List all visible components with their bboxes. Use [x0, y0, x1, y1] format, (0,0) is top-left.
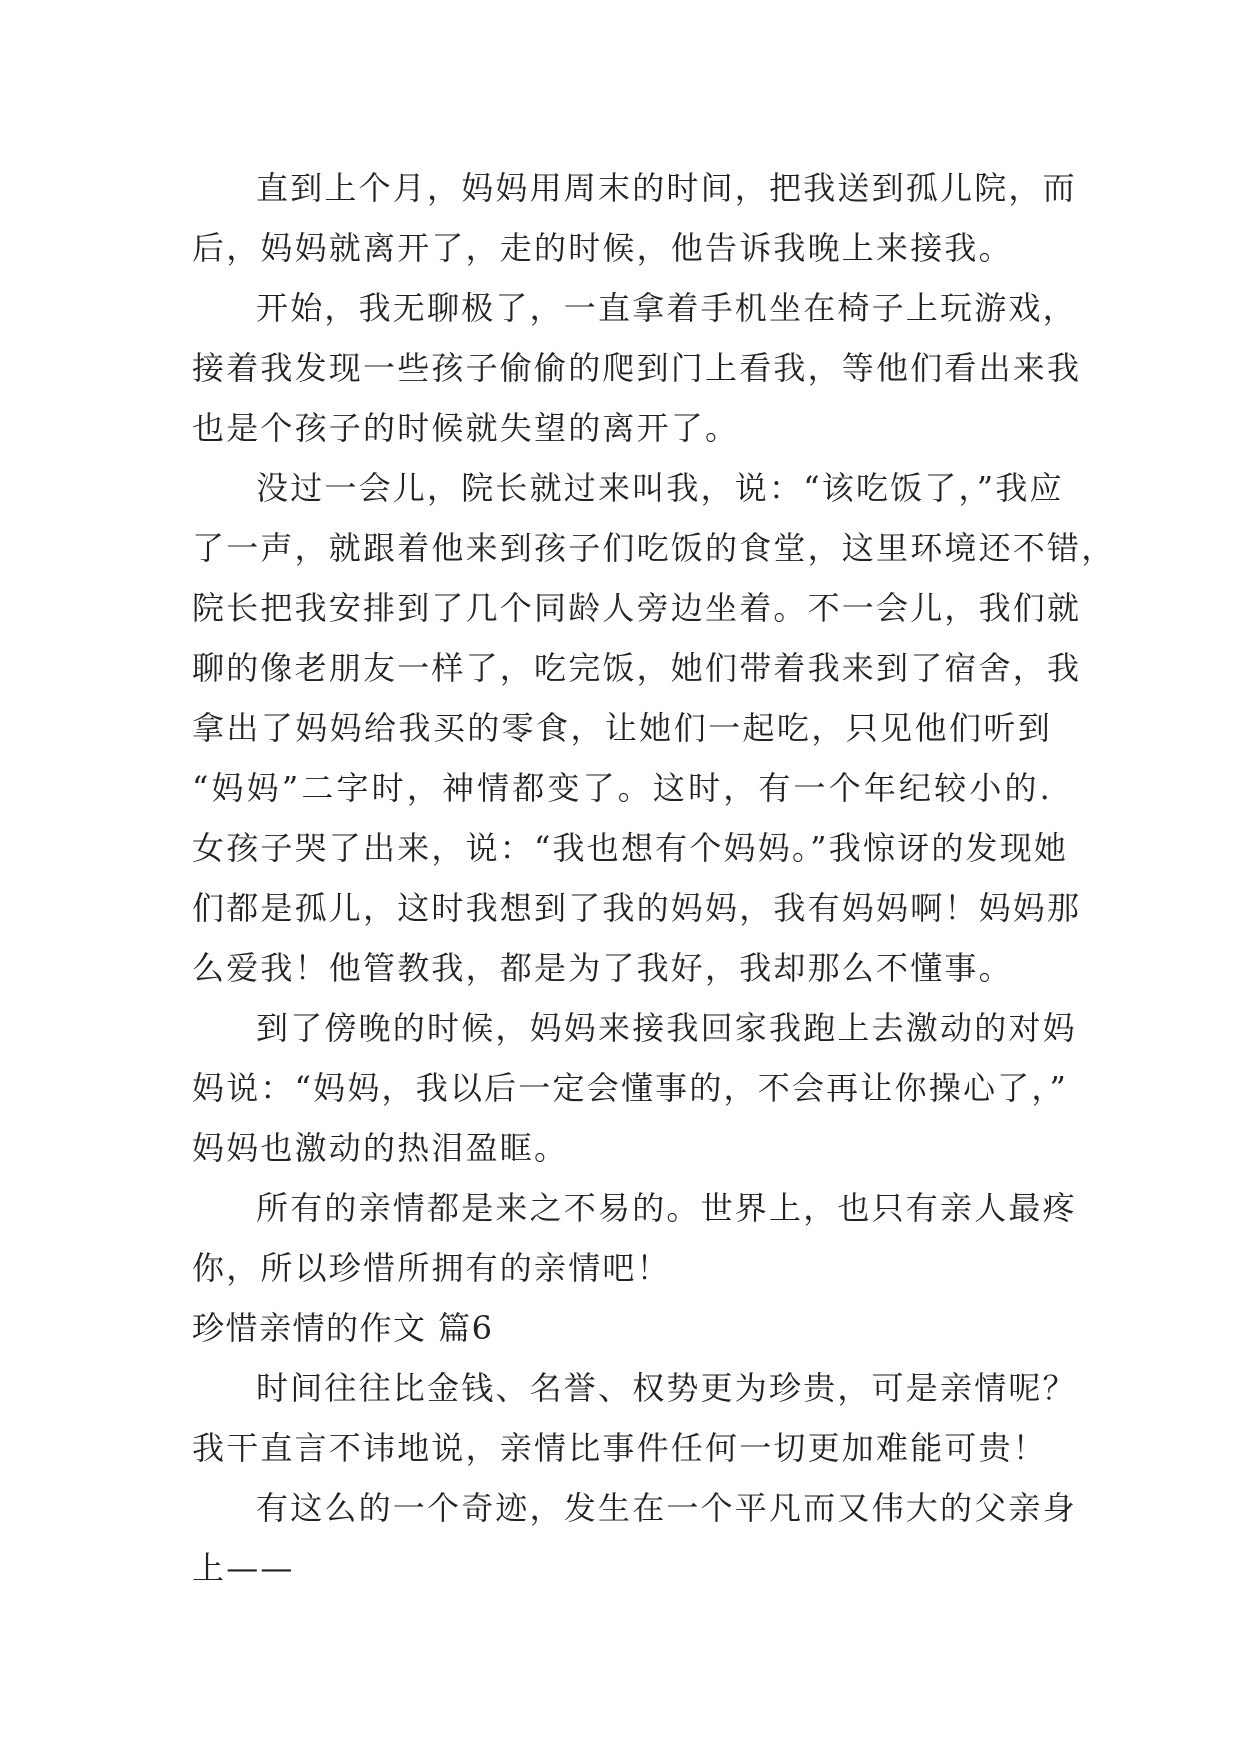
paragraph-line: 所有的亲情都是来之不易的。世界上，也只有亲人最疼 [256, 1189, 1077, 1227]
paragraph-line: 接着我发现一些孩子偷偷的爬到门上看我，等他们看出来我 [192, 349, 1082, 387]
paragraph-line: 们都是孤儿，这时我想到了我的妈妈，我有妈妈啊！妈妈那 [192, 889, 1082, 927]
paragraph-line: “妈妈”二字时，神情都变了。这时，有一个年纪较小的. [192, 769, 1052, 807]
paragraph-line: 上—— [192, 1549, 295, 1587]
paragraph-line: 聊的像老朋友一样了，吃完饭，她们带着我来到了宿舍，我 [192, 649, 1082, 687]
paragraph-line: 我干直言不讳地说，亲情比事件任何一切更加难能可贵！ [192, 1429, 1048, 1467]
paragraph-line: 妈说：“妈妈，我以后一定会懂事的，不会再让你操心了，” [192, 1069, 1069, 1107]
essay-body [192, 158, 1116, 1598]
paragraph-line: 你，所以珍惜所拥有的亲情吧！ [192, 1249, 671, 1287]
paragraph-line: 了一声，就跟着他来到孩子们吃饭的食堂，这里环境还不错， [192, 529, 1116, 567]
paragraph-line: 么爱我！他管教我，都是为了我好，我却那么不懂事。 [192, 949, 1013, 987]
paragraph-line: 拿出了妈妈给我买的零食，让她们一起吃，只见他们听到 [192, 709, 1052, 747]
section-heading: 珍惜亲情的作文 篇6 [192, 1309, 494, 1347]
paragraph-line: 也是个孩子的时候就失望的离开了。 [192, 409, 740, 447]
paragraph-line: 院长把我安排到了几个同龄人旁边坐着。不一会儿，我们就 [192, 589, 1082, 627]
paragraph-line: 女孩子哭了出来，说：“我也想有个妈妈。”我惊讶的发现她 [192, 829, 1069, 867]
paragraph-line: 开始，我无聊极了，一直拿着手机坐在椅子上玩游戏， [256, 289, 1077, 327]
paragraph-line: 直到上个月，妈妈用周末的时间，把我送到孤儿院，而 [256, 169, 1077, 207]
paragraph-line: 到了傍晚的时候，妈妈来接我回家我跑上去激动的对妈 [256, 1009, 1077, 1047]
paragraph-line: 有这么的一个奇迹，发生在一个平凡而又伟大的父亲身 [256, 1489, 1077, 1527]
paragraph-line: 没过一会儿，院长就过来叫我，说：“该吃饭了，”我应 [256, 469, 1064, 507]
paragraph-line: 时间往往比金钱、名誉、权势更为珍贵，可是亲情呢？ [256, 1369, 1077, 1407]
paragraph-line: 后，妈妈就离开了，走的时候，他告诉我晚上来接我。 [192, 229, 1013, 267]
paragraph-line: 妈妈也激动的热泪盈眶。 [192, 1129, 569, 1167]
